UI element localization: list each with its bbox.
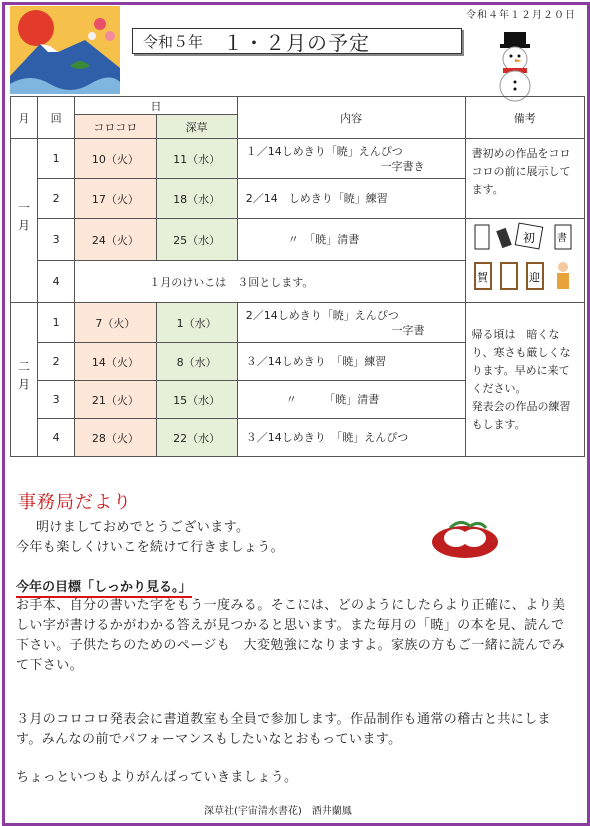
calligraphy-illustrations [465, 219, 584, 303]
mochi-icon [430, 516, 500, 560]
kaki-char: 賀 [476, 271, 488, 284]
note-february-2: 発表会の作品の練習もします。 [471, 399, 571, 431]
fuka-date: 15（水） [156, 381, 237, 419]
coro-date: 24（火） [75, 219, 156, 261]
content-cell [237, 303, 465, 343]
title-main: １・２月の予定 [223, 30, 371, 55]
content-cell [237, 139, 465, 179]
coro-date: 17（火） [75, 179, 156, 219]
note-february-1: 帰る頃は 暗くなり、寒さも厳しくなります。早めに来てください。 [471, 327, 571, 395]
header-content: 内容 [237, 97, 465, 139]
body-paragraph-3: ちょっといつもよりがんばっていきましょう。 [16, 770, 298, 785]
kaki-char: 初 [522, 231, 535, 245]
content-cell: 〃 「暁」清書 [237, 381, 465, 419]
news-heading: 事務局だより [18, 492, 132, 513]
content-cell: ３／14しめきり 「暁」えんぴつ [237, 419, 465, 457]
session-number: 3 [38, 381, 75, 419]
session-number: 1 [38, 303, 75, 343]
fuka-date: 8（水） [156, 343, 237, 381]
body-paragraph-1: お手本、自分の書いた字をもう一度みる。そこには、どのようにしたらより正確に、より美しい字が書けるかがわかる答えが見つかると思います。また毎月の「暁」の本を見、読んで下さい。子供たちのためのページも 大変勉強になりますよ。家族の方もご一緒に読んでみて下さい。 [16, 598, 566, 673]
session-number: 3 [38, 219, 75, 261]
fuka-date: 18（水） [156, 179, 237, 219]
content-line: 2／14しめきり「暁」えんぴつ [245, 308, 399, 322]
session-number: 2 [38, 343, 75, 381]
session-number: 1 [38, 139, 75, 179]
content-line-2: 一字書 [391, 323, 425, 337]
kaki-char: 書 [556, 233, 567, 244]
kaki-char: 迎 [528, 271, 540, 284]
coro-date: 10（火） [75, 139, 156, 179]
fuka-date: 1（水） [156, 303, 237, 343]
title-year: 令和５年 [143, 32, 204, 51]
span-note [75, 261, 465, 303]
content-line: １／14しめきり「暁」えんぴつ [245, 144, 403, 158]
content-cell: 〃 「暁」清書 [237, 219, 465, 261]
note-january: 書初めの作品をコロコロの前に展示してます。 [465, 139, 584, 219]
session-number: 4 [38, 419, 75, 457]
page-title [132, 28, 462, 54]
footer-signature: 深草社(宇宙清水書花) 酒井蘭鳳 [204, 806, 352, 817]
coro-date: 14（火） [75, 343, 156, 381]
issue-date: 令和４年１２月２０日 [466, 10, 576, 21]
span-note-text: １月のけいこは ３回とします。 [145, 276, 317, 289]
session-number: 4 [38, 261, 75, 303]
fuka-date: 22（水） [156, 419, 237, 457]
header-session: 回 [38, 97, 75, 139]
content-cell: ３／14しめきり 「暁」練習 [237, 343, 465, 381]
month-label-february: 二月 [16, 360, 31, 396]
body-paragraph-2: ３月のコロコロ発表会に書道教室も全員で参加します。作品制作も通常の稽古と共にします。みんなの前でパフォーマンスもしたいなとおもっています。 [16, 712, 551, 747]
greeting-line-1: 明けましておめでとうございます。 [36, 520, 250, 535]
content-cell: 2／14 しめきり「暁」練習 [237, 179, 465, 219]
session-number: 2 [38, 179, 75, 219]
greeting-line-2: 今年も楽しくけいこを続けて行きましょう。 [16, 540, 285, 555]
coro-date: 21（火） [75, 381, 156, 419]
coro-date: 7（火） [75, 303, 156, 343]
fuka-date: 25（水） [156, 219, 237, 261]
header-fuka: 深草 [156, 115, 237, 139]
coro-date: 28（火） [75, 419, 156, 457]
content-line-2: 一字書き [380, 159, 425, 173]
schedule-table [10, 96, 585, 457]
header-notes: 備考 [465, 97, 584, 139]
header-day: 日 [75, 97, 238, 115]
goal-heading: 今年の目標「しっかり見る。」 [16, 576, 192, 598]
fuka-date: 11（水） [156, 139, 237, 179]
mount-fuji-sunrise-illustration [10, 6, 120, 94]
snowman-icon [490, 26, 540, 102]
header-coro: コロコロ [75, 115, 156, 139]
header-month: 月 [11, 97, 38, 139]
month-label-january: 一月 [16, 201, 31, 237]
calligraphy-tools-icon [469, 219, 581, 299]
note-february [465, 303, 584, 457]
